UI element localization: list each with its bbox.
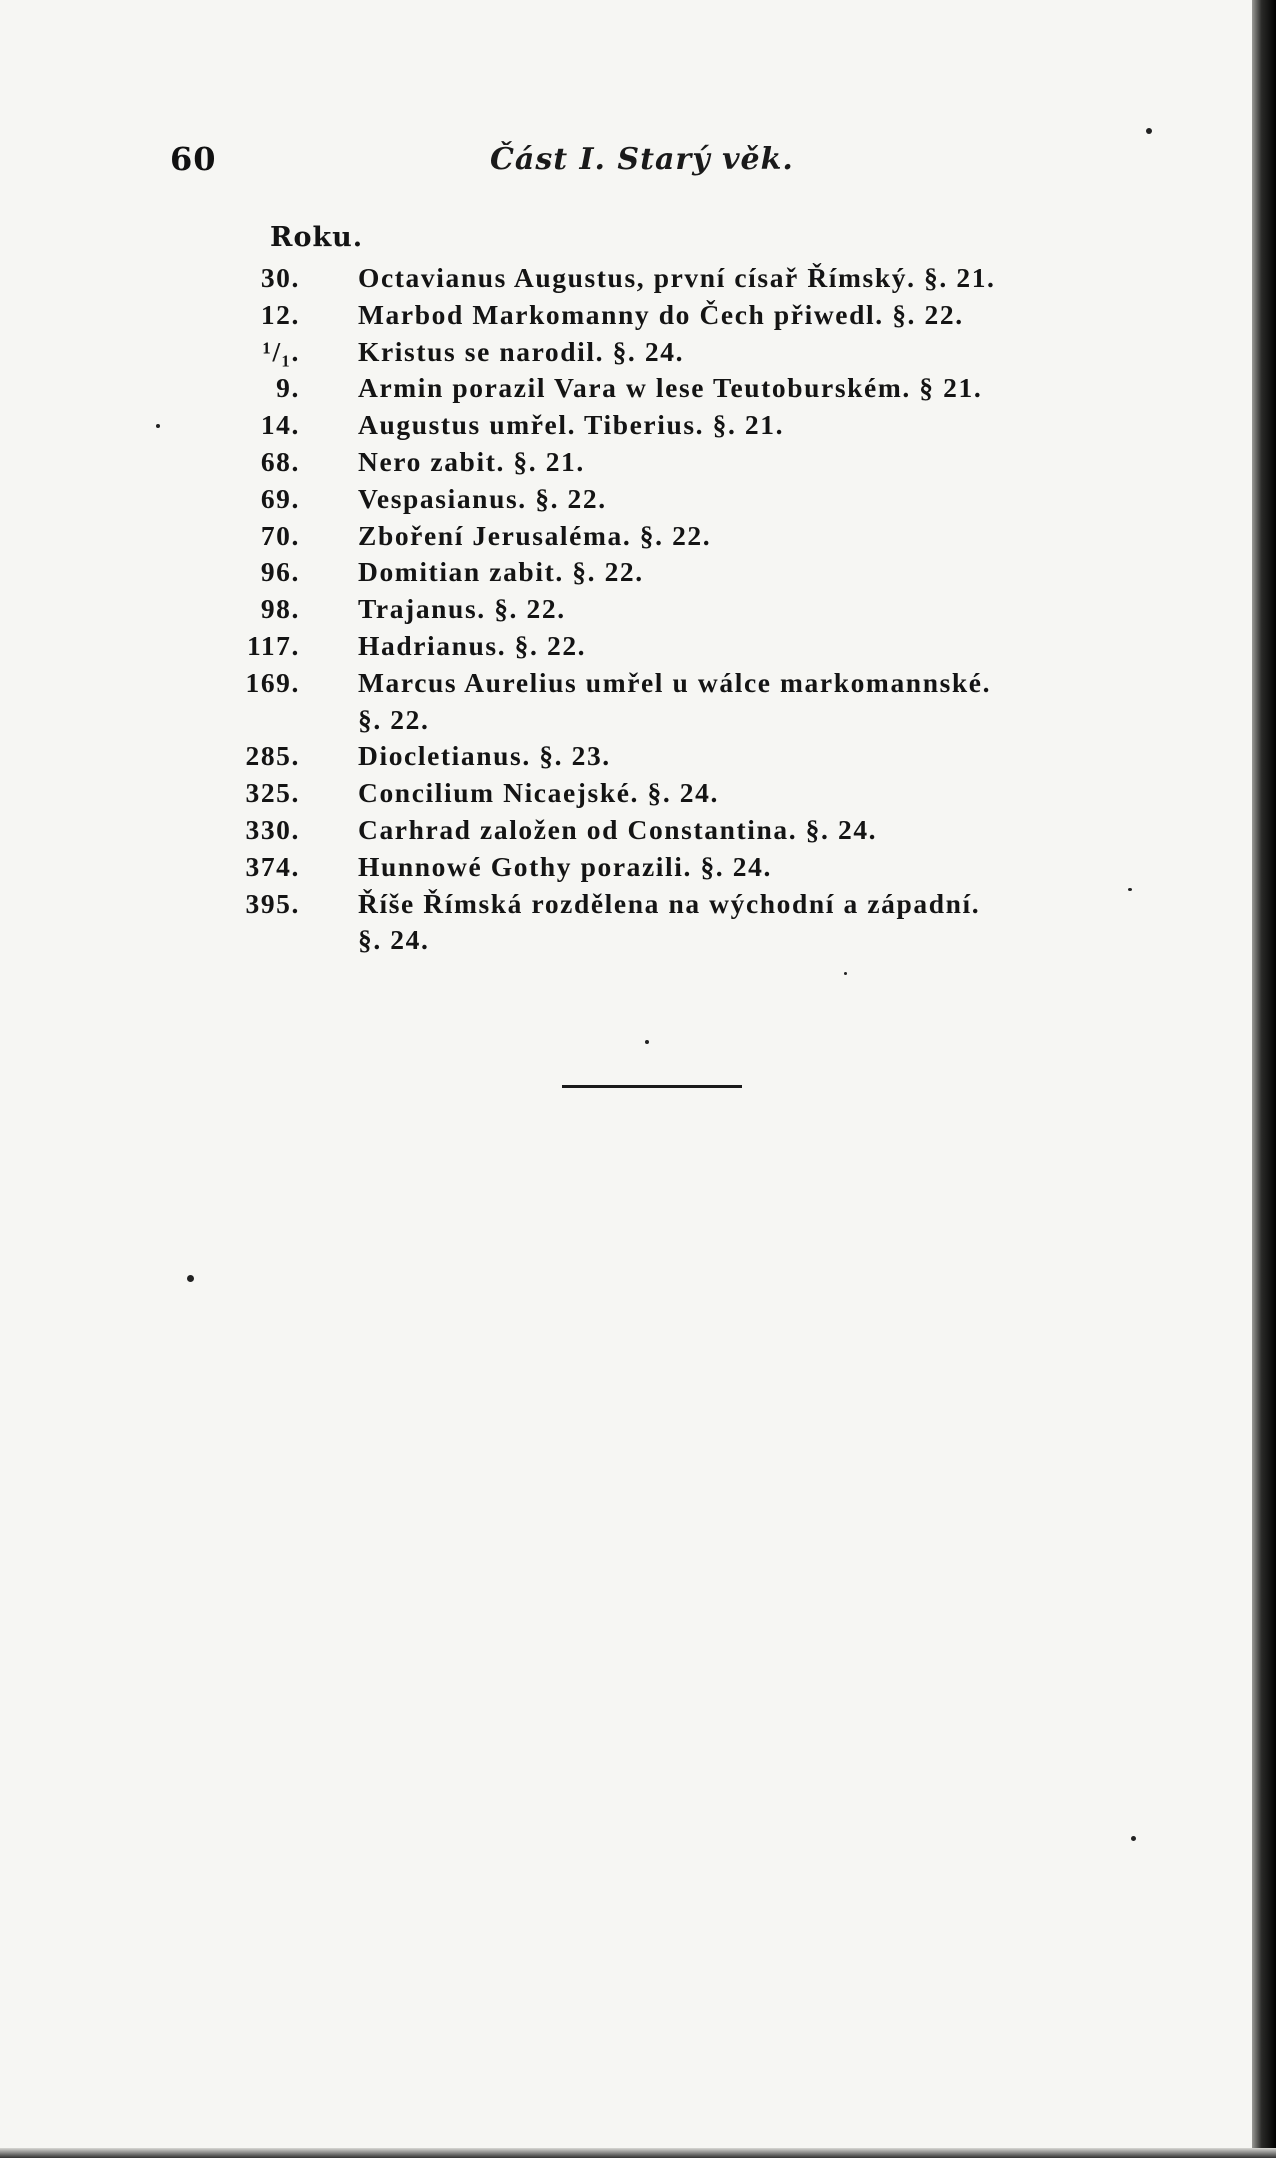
entry-text: §. 22. xyxy=(358,703,430,735)
list-item-continuation xyxy=(250,924,1170,961)
entry-text: Trajanus. §. 22. xyxy=(358,593,566,625)
entry-year: 96. xyxy=(260,556,300,588)
list-item xyxy=(245,666,1170,704)
entry-text: Concilium Nicaejské. §. 24. xyxy=(358,777,719,809)
list-item xyxy=(246,629,1170,667)
entry-year: 69. xyxy=(260,482,300,514)
entry-year: 374. xyxy=(245,850,300,882)
entry-text: Diocletianus. §. 23. xyxy=(358,740,611,772)
list-item xyxy=(250,262,1170,299)
entry-text: Marbod Markomanny do Čech přiwedl. §. 22. xyxy=(358,298,964,330)
print-speck xyxy=(645,1040,649,1044)
page-header xyxy=(170,140,870,190)
entry-text: Domitian zabit. §. 22. xyxy=(358,556,644,588)
entry-text: Nero zabit. §. 21. xyxy=(358,445,585,477)
entry-year: 169. xyxy=(245,666,300,698)
entry-text: Kristus se narodil. §. 24. xyxy=(358,335,685,367)
entry-year: 117. xyxy=(246,629,300,661)
list-item xyxy=(245,777,1170,814)
entry-year: 285. xyxy=(245,740,300,772)
page-bottom-shadow xyxy=(0,2148,1276,2158)
list-item xyxy=(250,299,1170,336)
list-heading: Roku. xyxy=(270,222,364,253)
list-item xyxy=(250,372,1170,409)
print-speck xyxy=(844,972,847,975)
entry-text: Hunnowé Gothy porazili. §. 24. xyxy=(358,850,772,882)
entry-year: 325. xyxy=(245,777,300,809)
list-item xyxy=(250,593,1170,630)
list-item xyxy=(245,740,1170,777)
print-speck xyxy=(187,1275,194,1282)
entry-text: §. 24. xyxy=(358,924,430,956)
list-item xyxy=(250,446,1170,483)
entry-year: 14. xyxy=(260,409,300,441)
entry-text: Augustus umřel. Tiberius. §. 21. xyxy=(358,409,785,441)
entry-year: ¹/₁. xyxy=(262,335,300,367)
running-head: Část I. Starý věk. xyxy=(490,142,794,177)
print-speck xyxy=(1146,128,1152,134)
list-item-continuation xyxy=(250,704,1170,741)
entry-year: 70. xyxy=(260,519,300,551)
entry-year: 395. xyxy=(245,887,300,919)
chronology-list xyxy=(245,262,1170,961)
list-item xyxy=(245,850,1170,888)
list-item xyxy=(245,887,1170,925)
entry-text: Hadrianus. §. 22. xyxy=(358,629,587,661)
entry-text: Vespasianus. §. 22. xyxy=(358,482,607,514)
entry-year: 98. xyxy=(260,593,300,625)
print-speck xyxy=(1131,1836,1136,1841)
list-item xyxy=(250,520,1170,557)
entry-year: 68. xyxy=(260,445,300,477)
section-end-rule xyxy=(562,1085,742,1088)
list-item xyxy=(250,483,1170,520)
print-speck xyxy=(156,424,160,428)
list-item xyxy=(250,556,1170,593)
entry-year: 12. xyxy=(260,298,300,330)
entry-year: 30. xyxy=(260,262,300,293)
entry-text: Armin porazil Vara w lese Teutoburském. § 21. xyxy=(358,372,983,404)
entry-text: Carhrad založen od Constantina. §. 24. xyxy=(358,813,878,845)
entry-text: Zboření Jerusaléma. §. 22. xyxy=(358,519,712,551)
entry-year: 9. xyxy=(276,372,300,404)
page-number: 60 xyxy=(170,140,217,178)
entry-text: Marcus Aurelius umřel u wálce markomannské. xyxy=(358,666,992,698)
page-edge-shadow xyxy=(1252,0,1276,2158)
entry-year: 330. xyxy=(245,813,300,845)
list-item xyxy=(245,813,1170,851)
entry-text: Octavianus Augustus, první císař Římský. §. 21. xyxy=(358,262,996,293)
list-item xyxy=(250,336,1170,373)
list-item xyxy=(250,409,1170,446)
print-speck xyxy=(1128,888,1132,891)
entry-text: Říše Římská rozdělena na wýchodní a západní. xyxy=(358,887,981,919)
